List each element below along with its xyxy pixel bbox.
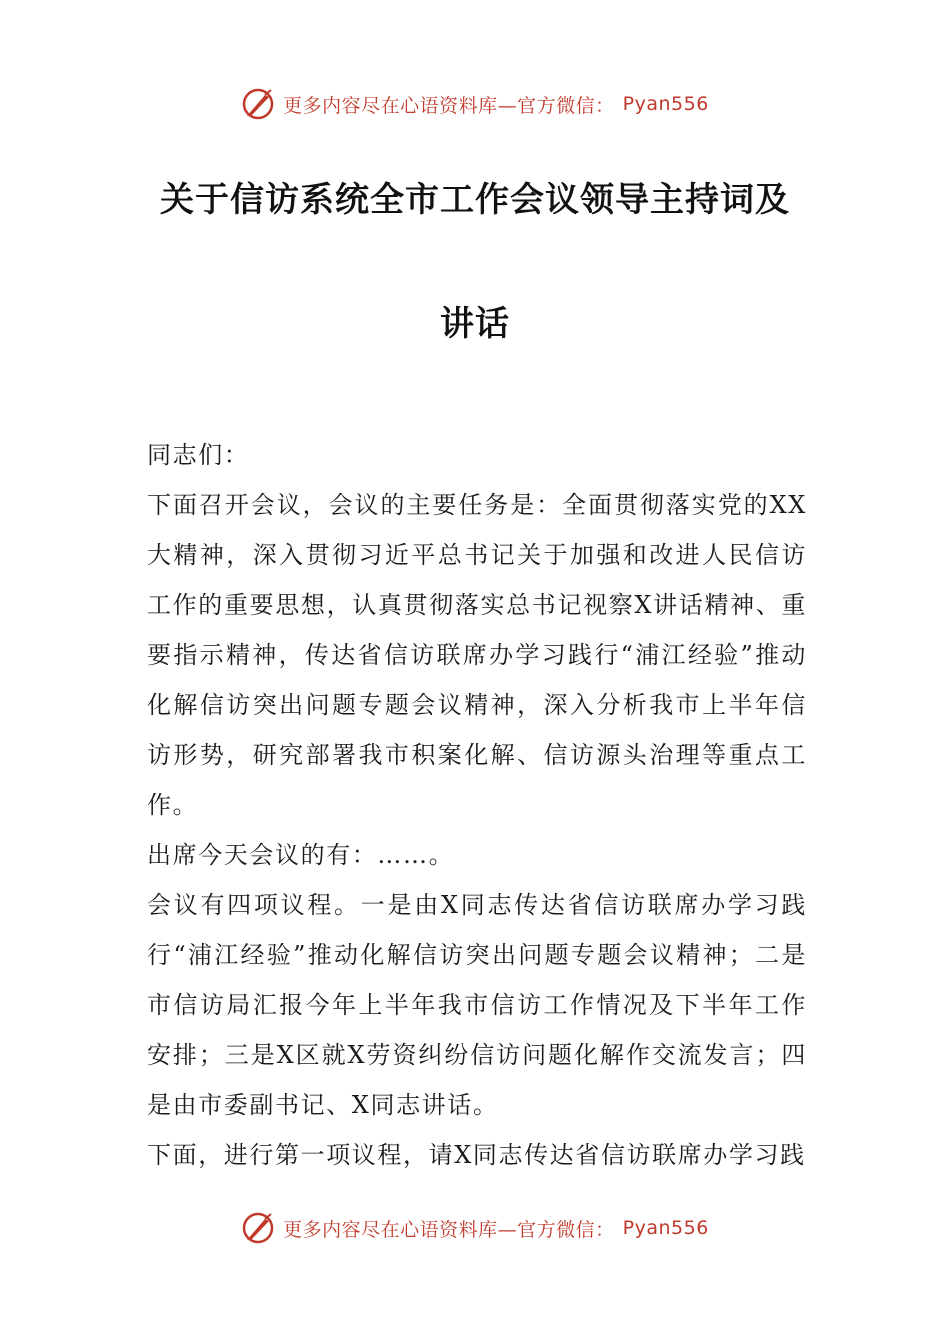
watermark-text: 更多内容尽在心语资料库—官方微信： [283,1218,615,1241]
watermark-wechat-id: Pyan556 [622,93,709,115]
document-body [147,430,807,1180]
paragraph-first-item: 下面，进行第一项议程，请X同志传达省信访联席办学习践 [147,1141,806,1169]
document-title-line-1: 关于信访系统全市工作会议领导主持词及 [160,180,790,220]
watermark-header [0,84,950,124]
watermark-wechat-id: Pyan556 [622,1217,709,1239]
salutation: 同志们： [147,441,250,469]
watermark-text: 更多内容尽在心语资料库—官方微信： [283,94,615,117]
paragraph-agenda: 会议有四项议程。一是由X同志传达省信访联席办学习践行“浦江经验”推动化解信访突出问题专题会议精神；二是市信访局汇报今年上半年我市信访工作情况及下半年工作安排；三是X区就X劳资纠纷信访问题化解作交流发言；四是由市委副书记、X同志讲话。 [147,891,807,1119]
paragraph-attendees: 出席今天会议的有：……。 [147,841,455,869]
paragraph-main-tasks: 下面召开会议，会议的主要任务是：全面贯彻落实党的XX大精神，深入贯彻习近平总书记关于加强和改进人民信访工作的重要思想，认真贯彻落实总书记视察X讲话精神、重要指示精神，传达省信访联席办学习践行“浦江经验”推动化解信访突出问题专题会议精神，深入分析我市上半年信访形势，研究部署我市积案化解、信访源头治理等重点工作。 [147,491,807,819]
document-title-line-2: 讲话 [440,304,510,344]
quill-logo-icon [241,1211,275,1245]
quill-logo-icon [241,87,275,121]
watermark-footer [0,1208,950,1248]
